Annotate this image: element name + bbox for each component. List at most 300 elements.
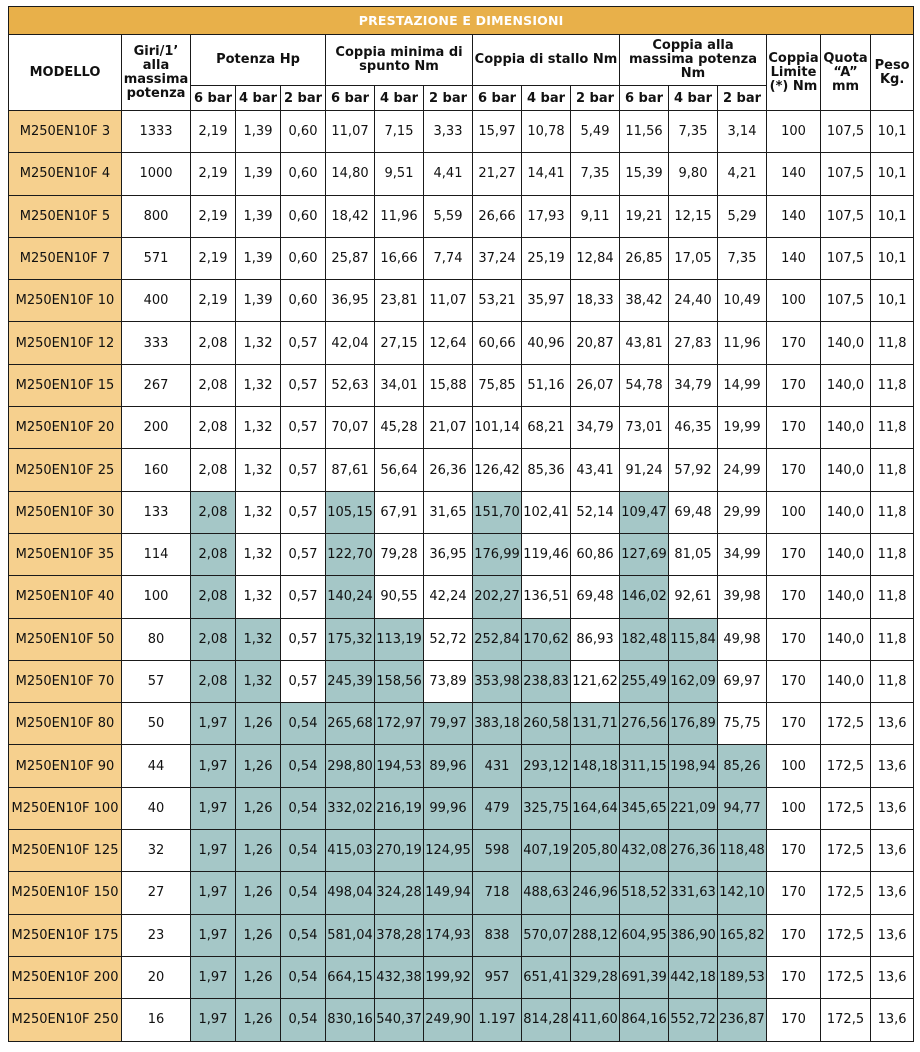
value-cell: 0,57: [281, 533, 326, 575]
table-row: [9, 407, 914, 449]
table-row: [9, 237, 914, 279]
value-cell: 1,32: [236, 364, 281, 406]
model-cell: M250EN10F 175: [9, 914, 122, 956]
value-cell: 5,29: [718, 195, 767, 237]
value-cell: 100: [767, 491, 821, 533]
value-cell: 34,01: [375, 364, 424, 406]
value-cell: 50: [122, 703, 191, 745]
value-cell: 85,36: [522, 449, 571, 491]
value-cell: 43,41: [571, 449, 620, 491]
table-row: [9, 618, 914, 660]
model-cell: M250EN10F 40: [9, 576, 122, 618]
pressure-label: 6 bar: [620, 86, 669, 111]
value-cell: 2,08: [191, 449, 236, 491]
value-cell: 0,60: [281, 280, 326, 322]
value-cell: 79,97: [424, 703, 473, 745]
value-cell: 165,82: [718, 914, 767, 956]
value-cell: 270,19: [375, 830, 424, 872]
value-cell: 172,5: [821, 703, 871, 745]
value-cell: 12,64: [424, 322, 473, 364]
value-cell: 34,79: [669, 364, 718, 406]
header-min-start-torque: Coppia minima di spunto Nm: [326, 35, 473, 86]
pressure-label: 4 bar: [669, 86, 718, 111]
value-cell: 1,97: [191, 956, 236, 998]
value-cell: 0,57: [281, 407, 326, 449]
value-cell: 60,66: [473, 322, 522, 364]
value-cell: 100: [767, 787, 821, 829]
value-cell: 298,80: [326, 745, 375, 787]
value-cell: 140,0: [821, 491, 871, 533]
value-cell: 1,97: [191, 872, 236, 914]
value-cell: 12,84: [571, 237, 620, 279]
value-cell: 133: [122, 491, 191, 533]
value-cell: 182,48: [620, 618, 669, 660]
value-cell: 1,39: [236, 195, 281, 237]
table-row: [9, 703, 914, 745]
value-cell: 7,74: [424, 237, 473, 279]
value-cell: 205,80: [571, 830, 620, 872]
value-cell: 1,97: [191, 745, 236, 787]
value-cell: 1,32: [236, 660, 281, 702]
value-cell: 7,15: [375, 111, 424, 153]
value-cell: 0,57: [281, 364, 326, 406]
table-row: [9, 111, 914, 153]
value-cell: 255,49: [620, 660, 669, 702]
value-cell: 311,15: [620, 745, 669, 787]
value-cell: 16: [122, 999, 191, 1041]
value-cell: 107,5: [821, 111, 871, 153]
value-cell: 92,61: [669, 576, 718, 618]
pressure-label: 2 bar: [281, 86, 326, 111]
table-row: [9, 745, 914, 787]
value-cell: 1,26: [236, 830, 281, 872]
value-cell: 1,39: [236, 153, 281, 195]
value-cell: 170: [767, 364, 821, 406]
value-cell: 11,8: [871, 576, 914, 618]
value-cell: 10,78: [522, 111, 571, 153]
value-cell: 172,5: [821, 914, 871, 956]
value-cell: 162,09: [669, 660, 718, 702]
value-cell: 26,07: [571, 364, 620, 406]
value-cell: 345,65: [620, 787, 669, 829]
table-row: [9, 576, 914, 618]
value-cell: 37,24: [473, 237, 522, 279]
value-cell: 35,97: [522, 280, 571, 322]
value-cell: 498,04: [326, 872, 375, 914]
value-cell: 221,09: [669, 787, 718, 829]
value-cell: 571: [122, 237, 191, 279]
value-cell: 198,94: [669, 745, 718, 787]
value-cell: 800: [122, 195, 191, 237]
value-cell: 13,6: [871, 872, 914, 914]
value-cell: 202,27: [473, 576, 522, 618]
model-cell: M250EN10F 5: [9, 195, 122, 237]
value-cell: 4,21: [718, 153, 767, 195]
value-cell: 2,08: [191, 491, 236, 533]
value-cell: 114: [122, 533, 191, 575]
value-cell: 3,14: [718, 111, 767, 153]
pressure-label: 2 bar: [718, 86, 767, 111]
value-cell: 34,79: [571, 407, 620, 449]
value-cell: 333: [122, 322, 191, 364]
value-cell: 1,39: [236, 111, 281, 153]
model-cell: M250EN10F 25: [9, 449, 122, 491]
table-title: PRESTAZIONE E DIMENSIONI: [9, 7, 914, 35]
value-cell: 57: [122, 660, 191, 702]
value-cell: 1,97: [191, 914, 236, 956]
value-cell: 172,5: [821, 787, 871, 829]
value-cell: 119,46: [522, 533, 571, 575]
value-cell: 107,5: [821, 195, 871, 237]
value-cell: 107,5: [821, 237, 871, 279]
value-cell: 2,19: [191, 195, 236, 237]
value-cell: 57,92: [669, 449, 718, 491]
value-cell: 170: [767, 914, 821, 956]
value-cell: 27,15: [375, 322, 424, 364]
value-cell: 1333: [122, 111, 191, 153]
value-cell: 176,99: [473, 533, 522, 575]
value-cell: 288,12: [571, 914, 620, 956]
value-cell: 39,98: [718, 576, 767, 618]
header-weight: Peso Kg.: [871, 35, 914, 111]
value-cell: 80: [122, 618, 191, 660]
value-cell: 238,83: [522, 660, 571, 702]
value-cell: 18,42: [326, 195, 375, 237]
value-cell: 172,5: [821, 872, 871, 914]
value-cell: 0,54: [281, 914, 326, 956]
value-cell: 49,98: [718, 618, 767, 660]
value-cell: 2,19: [191, 237, 236, 279]
value-cell: 0,57: [281, 322, 326, 364]
value-cell: 2,19: [191, 153, 236, 195]
value-cell: 10,49: [718, 280, 767, 322]
value-cell: 100: [122, 576, 191, 618]
value-cell: 43,81: [620, 322, 669, 364]
value-cell: 9,80: [669, 153, 718, 195]
value-cell: 40: [122, 787, 191, 829]
value-cell: 23,81: [375, 280, 424, 322]
model-cell: M250EN10F 90: [9, 745, 122, 787]
value-cell: 0,54: [281, 830, 326, 872]
value-cell: 10,1: [871, 153, 914, 195]
value-cell: 174,93: [424, 914, 473, 956]
pressure-label: 6 bar: [473, 86, 522, 111]
value-cell: 172,5: [821, 999, 871, 1041]
value-cell: 11,8: [871, 407, 914, 449]
value-cell: 170: [767, 872, 821, 914]
header-max-power-torque: Coppia alla massima potenza Nm: [620, 35, 767, 86]
pressure-label: 4 bar: [375, 86, 424, 111]
table-row: [9, 322, 914, 364]
value-cell: 252,84: [473, 618, 522, 660]
value-cell: 442,18: [669, 956, 718, 998]
value-cell: 0,54: [281, 787, 326, 829]
value-cell: 432,38: [375, 956, 424, 998]
value-cell: 127,69: [620, 533, 669, 575]
value-cell: 1,32: [236, 618, 281, 660]
value-cell: 10,1: [871, 111, 914, 153]
value-cell: 400: [122, 280, 191, 322]
value-cell: 170: [767, 830, 821, 872]
value-cell: 518,52: [620, 872, 669, 914]
value-cell: 1,39: [236, 280, 281, 322]
value-cell: 11,07: [326, 111, 375, 153]
value-cell: 1,26: [236, 703, 281, 745]
value-cell: 11,8: [871, 533, 914, 575]
value-cell: 170: [767, 956, 821, 998]
value-cell: 11,8: [871, 322, 914, 364]
value-cell: 331,63: [669, 872, 718, 914]
header-speed: Giri/1’ alla massima potenza: [122, 35, 191, 111]
table-row: [9, 872, 914, 914]
value-cell: 5,49: [571, 111, 620, 153]
value-cell: 109,47: [620, 491, 669, 533]
value-cell: 170: [767, 660, 821, 702]
value-cell: 814,28: [522, 999, 571, 1041]
value-cell: 13,6: [871, 787, 914, 829]
value-cell: 293,12: [522, 745, 571, 787]
value-cell: 267: [122, 364, 191, 406]
value-cell: 11,96: [718, 322, 767, 364]
value-cell: 16,66: [375, 237, 424, 279]
value-cell: 7,35: [669, 111, 718, 153]
value-cell: 170: [767, 533, 821, 575]
value-cell: 0,57: [281, 491, 326, 533]
value-cell: 260,58: [522, 703, 571, 745]
value-cell: 140,0: [821, 576, 871, 618]
value-cell: 0,60: [281, 195, 326, 237]
value-cell: 68,21: [522, 407, 571, 449]
value-cell: 115,84: [669, 618, 718, 660]
value-cell: 140,0: [821, 407, 871, 449]
model-cell: M250EN10F 100: [9, 787, 122, 829]
value-cell: 9,11: [571, 195, 620, 237]
model-cell: M250EN10F 200: [9, 956, 122, 998]
value-cell: 957: [473, 956, 522, 998]
value-cell: 1,39: [236, 237, 281, 279]
model-cell: M250EN10F 35: [9, 533, 122, 575]
value-cell: 60,86: [571, 533, 620, 575]
value-cell: 40,96: [522, 322, 571, 364]
value-cell: 1,97: [191, 703, 236, 745]
value-cell: 0,54: [281, 956, 326, 998]
value-cell: 56,64: [375, 449, 424, 491]
value-cell: 25,87: [326, 237, 375, 279]
value-cell: 11,56: [620, 111, 669, 153]
model-cell: M250EN10F 50: [9, 618, 122, 660]
value-cell: 10,1: [871, 237, 914, 279]
value-cell: 15,39: [620, 153, 669, 195]
value-cell: 353,98: [473, 660, 522, 702]
pressure-label: 6 bar: [326, 86, 375, 111]
value-cell: 118,48: [718, 830, 767, 872]
value-cell: 52,72: [424, 618, 473, 660]
value-cell: 276,36: [669, 830, 718, 872]
table-row: [9, 195, 914, 237]
value-cell: 332,02: [326, 787, 375, 829]
value-cell: 488,63: [522, 872, 571, 914]
value-cell: 170: [767, 999, 821, 1041]
value-cell: 1,26: [236, 787, 281, 829]
value-cell: 42,24: [424, 576, 473, 618]
value-cell: 200: [122, 407, 191, 449]
value-cell: 121,62: [571, 660, 620, 702]
value-cell: 691,39: [620, 956, 669, 998]
model-cell: M250EN10F 10: [9, 280, 122, 322]
table-body: [9, 111, 914, 1042]
value-cell: 69,48: [669, 491, 718, 533]
value-cell: 329,28: [571, 956, 620, 998]
value-cell: 140,0: [821, 533, 871, 575]
value-cell: 540,37: [375, 999, 424, 1041]
header-stall-torque: Coppia di stallo Nm: [473, 35, 620, 86]
value-cell: 170: [767, 449, 821, 491]
value-cell: 27: [122, 872, 191, 914]
value-cell: 29,99: [718, 491, 767, 533]
pressure-label: 6 bar: [191, 86, 236, 111]
value-cell: 2,08: [191, 533, 236, 575]
value-cell: 140,0: [821, 364, 871, 406]
value-cell: 148,18: [571, 745, 620, 787]
value-cell: 45,28: [375, 407, 424, 449]
value-cell: 13,6: [871, 745, 914, 787]
value-cell: 10,1: [871, 195, 914, 237]
value-cell: 34,99: [718, 533, 767, 575]
value-cell: 122,70: [326, 533, 375, 575]
value-cell: 415,03: [326, 830, 375, 872]
value-cell: 4,41: [424, 153, 473, 195]
model-cell: M250EN10F 15: [9, 364, 122, 406]
value-cell: 0,54: [281, 703, 326, 745]
value-cell: 0,57: [281, 618, 326, 660]
table-row: [9, 830, 914, 872]
value-cell: 1,97: [191, 787, 236, 829]
header-quota: Quota “A” mm: [821, 35, 871, 111]
value-cell: 21,27: [473, 153, 522, 195]
value-cell: 838: [473, 914, 522, 956]
value-cell: 189,53: [718, 956, 767, 998]
value-cell: 26,85: [620, 237, 669, 279]
value-cell: 17,05: [669, 237, 718, 279]
value-cell: 12,15: [669, 195, 718, 237]
value-cell: 170: [767, 407, 821, 449]
table-row: [9, 999, 914, 1041]
value-cell: 276,56: [620, 703, 669, 745]
value-cell: 142,10: [718, 872, 767, 914]
value-cell: 24,99: [718, 449, 767, 491]
value-cell: 172,5: [821, 745, 871, 787]
value-cell: 25,19: [522, 237, 571, 279]
value-cell: 75,75: [718, 703, 767, 745]
value-cell: 604,95: [620, 914, 669, 956]
value-cell: 69,97: [718, 660, 767, 702]
value-cell: 15,88: [424, 364, 473, 406]
table-row: [9, 787, 914, 829]
value-cell: 2,08: [191, 576, 236, 618]
value-cell: 1,32: [236, 576, 281, 618]
value-cell: 664,15: [326, 956, 375, 998]
header-model: MODELLO: [9, 35, 122, 111]
value-cell: 324,28: [375, 872, 424, 914]
value-cell: 2,19: [191, 111, 236, 153]
value-cell: 140,0: [821, 322, 871, 364]
value-cell: 407,19: [522, 830, 571, 872]
value-cell: 124,95: [424, 830, 473, 872]
value-cell: 479: [473, 787, 522, 829]
value-cell: 54,78: [620, 364, 669, 406]
value-cell: 126,42: [473, 449, 522, 491]
header-power: Potenza Hp: [191, 35, 326, 86]
value-cell: 100: [767, 111, 821, 153]
model-cell: M250EN10F 250: [9, 999, 122, 1041]
value-cell: 383,18: [473, 703, 522, 745]
value-cell: 7,35: [718, 237, 767, 279]
value-cell: 0,57: [281, 660, 326, 702]
value-cell: 146,02: [620, 576, 669, 618]
value-cell: 27,83: [669, 322, 718, 364]
value-cell: 2,08: [191, 322, 236, 364]
value-cell: 5,59: [424, 195, 473, 237]
value-cell: 15,97: [473, 111, 522, 153]
value-cell: 245,39: [326, 660, 375, 702]
value-cell: 14,41: [522, 153, 571, 195]
value-cell: 170: [767, 576, 821, 618]
value-cell: 598: [473, 830, 522, 872]
value-cell: 131,71: [571, 703, 620, 745]
value-cell: 13,6: [871, 914, 914, 956]
value-cell: 73,01: [620, 407, 669, 449]
value-cell: 158,56: [375, 660, 424, 702]
value-cell: 23: [122, 914, 191, 956]
value-cell: 140,0: [821, 618, 871, 660]
value-cell: 1,26: [236, 872, 281, 914]
value-cell: 14,80: [326, 153, 375, 195]
value-cell: 172,5: [821, 956, 871, 998]
table-row: [9, 956, 914, 998]
value-cell: 11,8: [871, 618, 914, 660]
value-cell: 149,94: [424, 872, 473, 914]
value-cell: 113,19: [375, 618, 424, 660]
value-cell: 718: [473, 872, 522, 914]
value-cell: 172,5: [821, 830, 871, 872]
model-cell: M250EN10F 150: [9, 872, 122, 914]
value-cell: 11,8: [871, 364, 914, 406]
value-cell: 52,63: [326, 364, 375, 406]
value-cell: 11,96: [375, 195, 424, 237]
value-cell: 75,85: [473, 364, 522, 406]
performance-table: [8, 6, 914, 1042]
value-cell: 10,1: [871, 280, 914, 322]
value-cell: 249,90: [424, 999, 473, 1041]
value-cell: 9,51: [375, 153, 424, 195]
value-cell: 0,54: [281, 999, 326, 1041]
value-cell: 140,24: [326, 576, 375, 618]
model-cell: M250EN10F 20: [9, 407, 122, 449]
value-cell: 89,96: [424, 745, 473, 787]
value-cell: 99,96: [424, 787, 473, 829]
value-cell: 325,75: [522, 787, 571, 829]
header-limit-torque: Coppia Limite (*) Nm: [767, 35, 821, 111]
value-cell: 70,07: [326, 407, 375, 449]
value-cell: 1,97: [191, 830, 236, 872]
pressure-label: 2 bar: [424, 86, 473, 111]
value-cell: 102,41: [522, 491, 571, 533]
pressure-label: 4 bar: [236, 86, 281, 111]
model-cell: M250EN10F 30: [9, 491, 122, 533]
value-cell: 2,19: [191, 280, 236, 322]
model-cell: M250EN10F 12: [9, 322, 122, 364]
model-cell: M250EN10F 4: [9, 153, 122, 195]
